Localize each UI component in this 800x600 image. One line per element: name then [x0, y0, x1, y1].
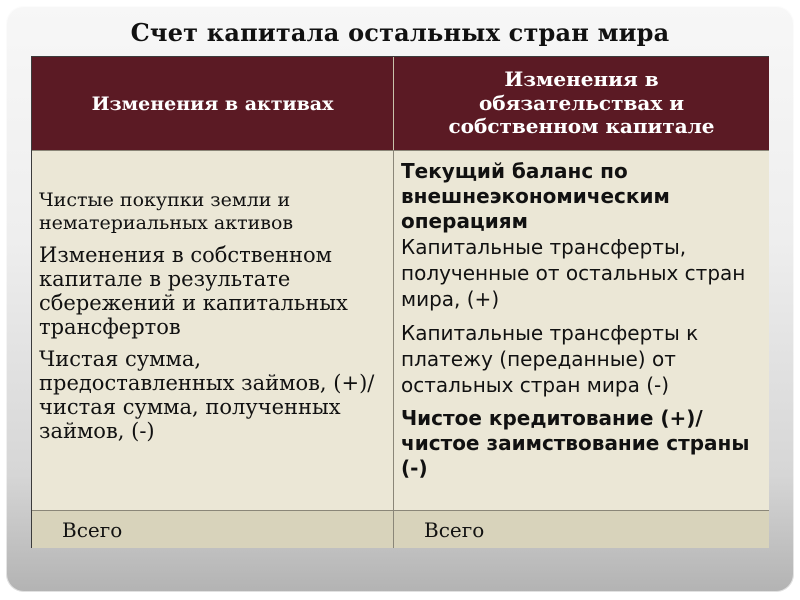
total-liabilities: Всего: [394, 510, 769, 548]
assets-list: [39, 189, 389, 443]
total-assets: Всего: [32, 510, 394, 548]
liabilities-item-net-lending-borrowing: Чистое кредитование (+)/ чистое заимствование страны (-): [401, 406, 750, 480]
capital-account-table: [31, 56, 769, 548]
slide-title: Счет капитала остальных стран мира: [130, 18, 670, 47]
liabilities-item-transfers-received: Капитальные трансферты, полученные от остальных стран мира, (+): [401, 235, 746, 311]
liabilities-item-transfers-payable: Капитальные трансферты к платежу (переданные) от остальных стран мира (-): [401, 321, 699, 397]
assets-item-net-lending: Чистая сумма, предоставленных займов, (+)/ чистая сумма, полученных займов, (-): [39, 347, 375, 443]
assets-item-land-purchases: Чистые покупки земли и нематериальных активов: [39, 189, 294, 234]
liabilities-list: [401, 159, 763, 481]
header-liabilities-equity: Изменения в обязательствах и собственном капитале: [394, 57, 769, 150]
assets-cell: [32, 150, 394, 510]
header-assets: Изменения в активах: [32, 57, 394, 150]
liabilities-cell: [394, 150, 769, 510]
liabilities-item-current-balance: Текущий баланс по внешнеэкономическим операциям: [401, 159, 670, 233]
assets-item-equity-change: Изменения в собственном капитале в результате сбережений и капитальных трансфертов: [39, 243, 348, 339]
